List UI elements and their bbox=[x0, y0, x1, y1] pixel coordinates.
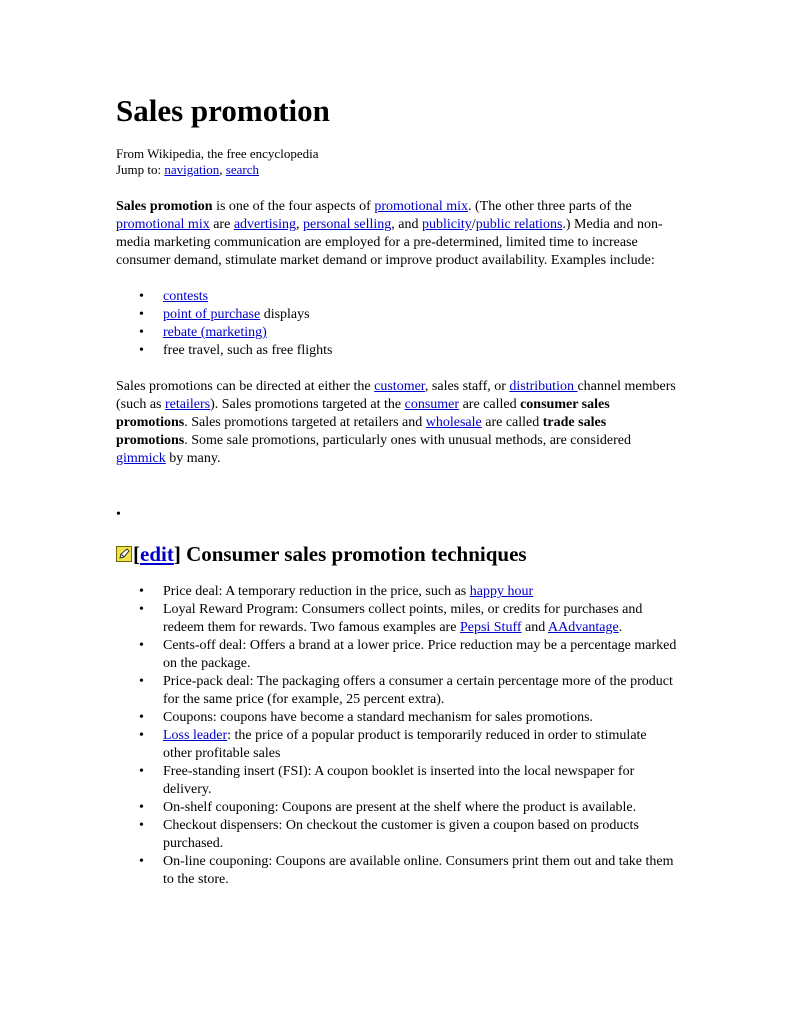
list-item bbox=[163, 288, 676, 306]
article bbox=[116, 92, 676, 468]
list-item bbox=[163, 583, 678, 601]
advertising-link[interactable]: advertising bbox=[233, 217, 297, 232]
promotional-mix-link-2[interactable]: promotional mix bbox=[116, 217, 210, 232]
intro-text: are bbox=[209, 217, 234, 232]
consumer-sales-promotions-term: consumer sales promotions bbox=[116, 397, 610, 430]
list-item-text: Loyal Reward Program: Consumers collect points, miles, or credits for purchases and redeem them for rewards. Two famous examples are bbox=[163, 602, 643, 635]
para-text: , sales staff, or bbox=[424, 379, 510, 394]
jump-prefix: Jump to: bbox=[116, 162, 165, 177]
intro-text: , bbox=[296, 217, 304, 232]
rebate-link[interactable]: rebate (marketing) bbox=[163, 325, 267, 340]
list-item bbox=[163, 324, 676, 342]
gimmick-link[interactable]: gimmick bbox=[116, 451, 166, 466]
list-item bbox=[163, 799, 678, 817]
section-title: Consumer sales promotion techniques bbox=[180, 542, 527, 566]
para-text: . Some sale promotions, particularly ones with unusual methods, are considered bbox=[184, 433, 631, 448]
consumer-link[interactable]: consumer bbox=[404, 397, 460, 412]
techniques-list bbox=[116, 583, 678, 889]
list-item bbox=[163, 342, 676, 360]
list-item-text: On-line couponing: Coupons are available online. Consumers print them out and take them to the store. bbox=[163, 854, 674, 887]
list-item-text: : the price of a popular product is temporarily reduced in order to stimulate other profitable sales bbox=[163, 728, 647, 761]
list-item-text: Cents-off deal: Offers a brand at a lower price. Price reduction may be a percentage marked on the package. bbox=[163, 638, 677, 671]
list-item bbox=[163, 853, 678, 889]
para-text: are called bbox=[481, 415, 543, 430]
list-item-text: Free-standing insert (FSI): A coupon booklet is inserted into the local newspaper for delivery. bbox=[163, 764, 635, 797]
trade-sales-promotions-term: trade sales promotions bbox=[116, 415, 607, 448]
promotional-mix-link[interactable]: promotional mix bbox=[374, 199, 469, 214]
list-item-text: and bbox=[521, 620, 548, 635]
para-text: Sales promotions can be directed at either the bbox=[116, 379, 375, 394]
list-item bbox=[163, 709, 678, 727]
section-heading bbox=[116, 541, 686, 567]
intro-bold-term: Sales promotion bbox=[116, 199, 213, 214]
para-text: channel members (such as bbox=[116, 379, 676, 412]
jump-navigation-link[interactable]: navigation bbox=[164, 162, 220, 177]
intro-paragraph bbox=[116, 198, 676, 270]
stray-bullet: • bbox=[116, 507, 121, 522]
list-item bbox=[163, 727, 678, 763]
loss-leader-link[interactable]: Loss leader bbox=[163, 728, 228, 743]
publicity-link[interactable]: publicity bbox=[422, 217, 472, 232]
targets-paragraph bbox=[116, 378, 676, 468]
list-item-text: free travel, such as free flights bbox=[163, 343, 333, 358]
list-item-text: Price deal: A temporary reduction in the price, such as bbox=[163, 584, 470, 599]
customer-link[interactable]: customer bbox=[374, 379, 425, 394]
intro-text: , and bbox=[391, 217, 423, 232]
intro-text: is one of the four aspects of bbox=[212, 199, 375, 214]
list-item-text: Checkout dispensers: On checkout the customer is given a coupon based on products purchased. bbox=[163, 818, 639, 851]
list-item-text: displays bbox=[260, 307, 310, 322]
list-item bbox=[163, 306, 676, 324]
wholesale-link[interactable]: wholesale bbox=[425, 415, 482, 430]
examples-list bbox=[116, 288, 676, 360]
list-item bbox=[163, 763, 678, 799]
list-item bbox=[163, 817, 678, 853]
tagline: From Wikipedia, the free encyclopedia bbox=[116, 146, 319, 161]
list-item-text: Price-pack deal: The packaging offers a consumer a certain percentage more of the product for the same price (for example, 25 percent extra). bbox=[163, 674, 673, 707]
retailers-link[interactable]: retailers bbox=[165, 397, 211, 412]
happy-hour-link[interactable]: happy hour bbox=[469, 584, 534, 599]
para-text: by many. bbox=[165, 451, 221, 466]
aadvantage-link[interactable]: AAdvantage bbox=[547, 620, 619, 635]
public-relations-link[interactable]: public relations bbox=[475, 217, 563, 232]
point-of-purchase-link[interactable]: point of purchase bbox=[163, 307, 261, 322]
para-text: . Sales promotions targeted at retailers and bbox=[184, 415, 426, 430]
jump-search-link[interactable]: search bbox=[225, 162, 259, 177]
intro-text: .) Media and non-media marketing communication are employed for a pre-determined, limited time to increase consumer demand, stimulate market demand or improve product availability. Examples include: bbox=[116, 217, 663, 268]
jump-separator: , bbox=[219, 162, 226, 177]
pepsi-stuff-link[interactable]: Pepsi Stuff bbox=[459, 620, 522, 635]
jump-links bbox=[116, 162, 676, 178]
list-item bbox=[163, 673, 678, 709]
intro-text: / bbox=[471, 217, 476, 232]
edit-close-bracket: ] bbox=[173, 542, 181, 566]
list-item bbox=[163, 601, 678, 637]
edit-section-link[interactable]: edit bbox=[140, 542, 174, 566]
page-title: Sales promotion bbox=[116, 93, 330, 128]
edit-open-bracket: [ bbox=[133, 542, 140, 566]
para-text: ). Sales promotions targeted at the bbox=[210, 397, 405, 412]
techniques-section bbox=[116, 541, 686, 889]
distribution-link[interactable]: distribution bbox=[509, 379, 578, 394]
para-text: are called bbox=[459, 397, 521, 412]
edit-pencil-icon[interactable] bbox=[116, 546, 132, 562]
list-item-text: On-shelf couponing: Coupons are present at the shelf where the product is available. bbox=[163, 800, 637, 815]
list-item-text: . bbox=[618, 620, 623, 635]
personal-selling-link[interactable]: personal selling bbox=[303, 217, 392, 232]
list-item-text: Coupons: coupons have become a standard mechanism for sales promotions. bbox=[163, 710, 594, 725]
contests-link[interactable]: contests bbox=[163, 289, 209, 304]
intro-text: . (The other three parts of the bbox=[468, 199, 632, 214]
list-item bbox=[163, 637, 678, 673]
